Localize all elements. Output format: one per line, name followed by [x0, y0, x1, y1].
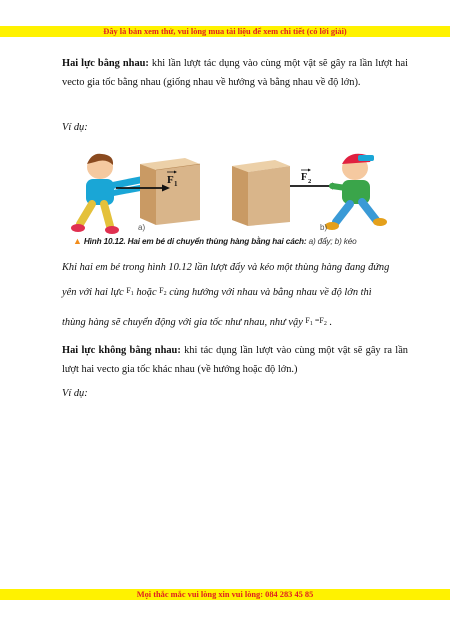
symbol-f1 — [126, 286, 133, 295]
line3-part-a: thùng hàng sẽ chuyển động với gia tốc như nhau, như vậy — [62, 317, 306, 328]
eq-operator: =F — [312, 316, 324, 325]
paragraph-unequal-forces — [62, 341, 408, 379]
symbol-f2-subscript: 2 — [163, 291, 167, 297]
line2-part-c: cùng hướng với nhau và bằng nhau về độ lớn thì — [166, 287, 372, 298]
unequal-forces-text: khi tác dụng lần lượt vào cùng một vật sẽ gây ra lần lượt hai vecto gia tốc khác nhau (về hướng hoặc độ lớn.) — [62, 345, 409, 375]
f2-vector-subscript: 2 — [308, 178, 312, 185]
line2-part-a: yên với hai lực — [62, 287, 127, 298]
equation-f1-equals-f2 — [305, 316, 326, 325]
figure-push-pull-box — [70, 150, 406, 250]
term-equal-forces: Hai lực bằng nhau: — [62, 58, 149, 69]
eq-f1-letter: F — [305, 316, 310, 325]
caption-subtitle: a) đẩy; b) kéo — [306, 237, 357, 246]
box-a — [140, 158, 200, 225]
symbol-f1-letter: F — [126, 286, 131, 295]
symbol-f1-subscript: 1 — [130, 291, 134, 297]
eq-f2-subscript: 2 — [323, 321, 327, 327]
eq-f1-subscript: 1 — [309, 321, 313, 327]
term-unequal-forces: Hai lực không bằng nhau: — [62, 345, 181, 356]
preview-notice-banner — [0, 26, 450, 37]
child-pushing-illustration — [71, 154, 140, 234]
caption-title: Hình 10.12. Hai em bé di chuyển thùng hàng bằng hai cách: — [83, 237, 307, 246]
caption-triangle-icon: ▲ — [73, 236, 82, 246]
contact-notice-banner — [0, 589, 450, 600]
child-pulling-illustration — [325, 154, 387, 230]
paragraph-equal-forces — [62, 54, 408, 92]
symbol-f2 — [159, 286, 166, 295]
f1-vector-subscript: 1 — [174, 180, 178, 188]
preview-notice-text: Đây là bản xem thử, vui lòng mua tài liệu để xem chi tiết (có lời giải) — [103, 27, 347, 36]
push-pull-line-1: Khi hai em bé trong hình 10.12 lần lượt đẩy và kéo một thùng hàng đang đứng — [62, 262, 390, 273]
figure-label-b: b) — [320, 223, 328, 232]
symbol-f2-letter: F — [159, 286, 164, 295]
example-label-2: Ví dụ: — [62, 388, 88, 399]
push-pull-line-2 — [62, 283, 408, 306]
equal-forces-text: khi lần lượt tác dụng vào cùng một vật sẽ gây ra lần lượt hai vecto gia tốc bằng nhau (giống nhau về hướng và bằng nhau về độ lớn). — [62, 58, 408, 88]
box-b — [232, 160, 290, 226]
figure-caption — [73, 236, 413, 246]
line2-part-b: hoặc — [133, 287, 160, 298]
push-pull-line-3 — [62, 313, 408, 336]
example-label-1: Ví dụ: — [62, 122, 88, 133]
f1-vector-label: F — [167, 174, 174, 186]
line3-part-b: . — [326, 317, 333, 328]
figure-label-a: a) — [138, 223, 146, 232]
f2-vector-label: F — [301, 172, 308, 183]
contact-notice-text: Mọi thắc mắc vui lòng xin vui lòng: 084 283 45 85 — [136, 590, 314, 599]
